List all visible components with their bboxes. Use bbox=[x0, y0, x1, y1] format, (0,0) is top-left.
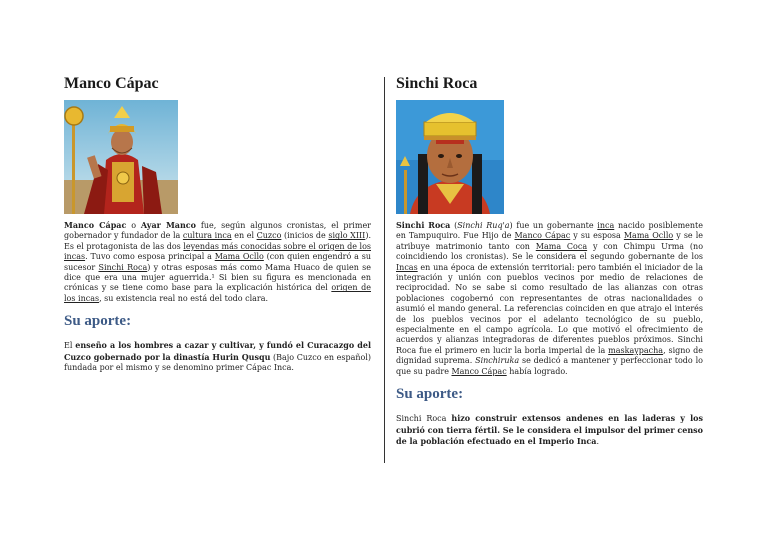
link-mama-coca[interactable]: Mama Coca bbox=[535, 241, 588, 251]
link-leyendas[interactable]: leyendas más conocidas sobre el origen de los incas bbox=[64, 241, 372, 262]
bio-text: o bbox=[126, 221, 141, 230]
aporte-bold: hizo construir extensos andenes en las laderas y los cubrió con tierra fértil. Se le considera el impulsor del primer censo de la población efectuado en el Imperio Inca bbox=[396, 413, 704, 446]
link-cultura-inca[interactable]: cultura inca bbox=[182, 231, 232, 241]
ayar-manco-name: Ayar Manco bbox=[140, 220, 197, 230]
manco-capac-aporte bbox=[64, 340, 371, 373]
bio-text: había logrado. bbox=[506, 366, 568, 376]
sinchi-roca-name: Sinchi Roca bbox=[396, 220, 451, 230]
link-inca[interactable]: inca bbox=[597, 221, 615, 230]
sinchi-roca-title: Sinchi Roca bbox=[396, 75, 478, 92]
sinchiruka-name: Sinchiruka bbox=[475, 356, 520, 366]
manco-capac-column bbox=[64, 74, 371, 373]
bio-text: en el bbox=[231, 231, 257, 241]
bio-text: ). Es el protagonista de las dos bbox=[64, 231, 371, 251]
bio-text: y se le atribuye matrimonio tanto con bbox=[396, 231, 704, 251]
sinchi-roca-portrait bbox=[396, 100, 504, 214]
manco-capac-bio bbox=[64, 220, 371, 304]
link-manco-capac[interactable]: Manco Cápac bbox=[514, 231, 571, 241]
bio-text: , signo de dignidad suprema. bbox=[396, 345, 703, 366]
bio-text: fue, según algunos cronistas, el primer gobernador y fundador de la bbox=[64, 221, 372, 241]
link-incas[interactable]: Incas bbox=[396, 262, 418, 272]
manco-capac-title: Manco Cápac bbox=[64, 75, 159, 92]
bio-text: nacido posiblemente en Tampuquiro. Fue Hijo de bbox=[396, 221, 703, 241]
sinchi-roca-column bbox=[396, 74, 703, 447]
bio-text: se dedicó a mantener y perfeccionar todo lo que su padre bbox=[396, 356, 703, 376]
bio-text: ) y otras esposas más como Mama Huaco de quien se dice que era una mujer aguerrida.¹ Si bien su figura es mencionada en crónicas y se tiene como base para la explicación histórica del bbox=[64, 262, 371, 293]
link-cuzco[interactable]: Cuzco bbox=[256, 231, 282, 241]
bio-text: (con quien engendró a su sucesor bbox=[64, 252, 371, 272]
manco-capac-portrait bbox=[64, 100, 178, 214]
bio-text: . Tuvo como esposa principal a bbox=[85, 252, 215, 262]
bio-text: y con Chimpu Urma (no coincidiendo los cronistas). Se le considera el segundo gobernante de los bbox=[396, 241, 704, 262]
aporte-text: Sinchi Roca bbox=[396, 414, 452, 424]
aporte-text: . bbox=[596, 436, 600, 446]
link-mama-ocllo[interactable]: Mama Ocllo bbox=[623, 231, 674, 241]
sinchi-roca-bio bbox=[396, 220, 703, 377]
link-origen-incas[interactable]: origen de los incas bbox=[64, 283, 371, 303]
link-mama-ocllo[interactable]: Mama Ocllo bbox=[214, 252, 264, 262]
link-siglo-xiii[interactable]: siglo XIII bbox=[328, 231, 366, 241]
column-divider bbox=[384, 77, 385, 463]
manco-capac-name: Manco Cápac bbox=[64, 220, 127, 230]
sinchi-roca-aporte bbox=[396, 413, 703, 447]
bio-text: ) fue un gobernante bbox=[509, 221, 598, 230]
bio-text: en una época de extensión territorial: pero también el iniciador de la integración y unión con pueblos vecinos por medio de relaciones de reciprocidad. No se sabe si como resultado de las alianzas con otras poblaciones cogobernó con representantes de otras nacionalidades o asumió el mando general. La referencias coinciden en que atrajo el interés de los pueblos vecinos por el adelanto tecnológico de su pueblo, especialmente en el campo agrícola. Lo que motivó el ofrecimiento de acuerdos y alianzas integradoras de diferentes pueblos próximos. Sinchi Roca fue el primero en lucir la borla imperial de la bbox=[396, 262, 703, 355]
link-manco-capac-2[interactable]: Manco Cápac bbox=[451, 366, 507, 376]
sinchi-ruqa-name: Sinchi Ruq'a bbox=[457, 221, 510, 230]
manco-capac-aporte-heading: Su aporte: bbox=[64, 313, 132, 330]
bio-text: , su existencia real no está del todo clara. bbox=[99, 293, 269, 303]
bio-text: ( bbox=[450, 221, 458, 230]
sinchi-roca-aporte-heading: Su aporte: bbox=[396, 386, 464, 403]
aporte-bold: enseño a los hombres a cazar y cultivar, y fundó el Curacazgo del Cuzco gobernado por la dinastía Hurin Qusqu bbox=[64, 340, 371, 362]
link-maskaypacha[interactable]: maskaypacha bbox=[608, 345, 664, 355]
aporte-text: El bbox=[64, 341, 76, 351]
link-sinchi-roca[interactable]: Sinchi Roca bbox=[98, 262, 148, 272]
bio-text: y su esposa bbox=[570, 231, 624, 241]
aporte-text: (Bajo Cuzco en español) fundada por el mismo y se denomino primer Cápac Inca. bbox=[64, 352, 372, 373]
bio-text: (inicios de bbox=[281, 231, 329, 241]
